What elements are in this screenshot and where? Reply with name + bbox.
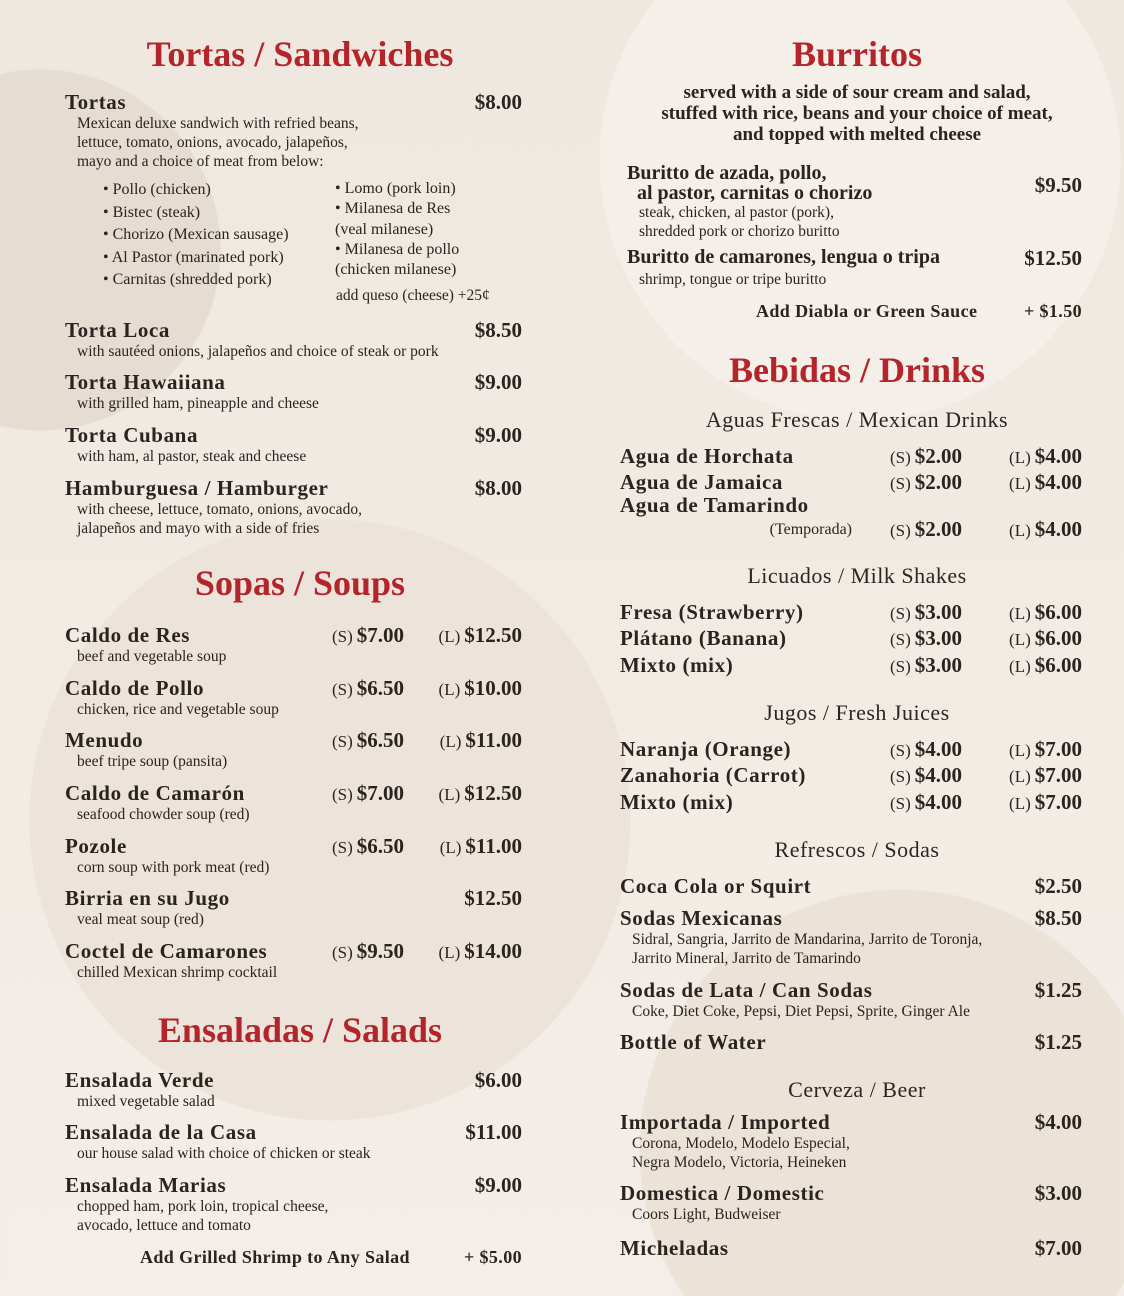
menu-item — [65, 728, 522, 770]
size-label-small: (S) — [331, 627, 353, 646]
price-value: $4.00 — [914, 790, 962, 814]
price-small — [332, 834, 404, 859]
price-small — [890, 790, 962, 815]
menu-item — [620, 600, 1082, 626]
item-description: mixed vegetable salad — [77, 1093, 215, 1110]
menu-item — [620, 1030, 1082, 1056]
addon-cheese: add queso (cheese) +25¢ — [336, 287, 490, 304]
price-value: $4.00 — [914, 763, 962, 787]
size-label-small: (S) — [889, 474, 911, 493]
size-label-small: (S) — [889, 741, 911, 760]
item-price: $8.00 — [474, 90, 522, 114]
menu-item — [65, 886, 522, 928]
price-value: $2.00 — [914, 517, 962, 541]
item-description: Coors Light, Budweiser — [632, 1206, 781, 1223]
menu-item — [620, 978, 1082, 1020]
menu-item — [65, 423, 522, 465]
menu-item — [620, 1110, 1082, 1171]
price-large — [440, 834, 522, 859]
price-value: $6.50 — [356, 728, 404, 752]
size-label-small: (S) — [889, 767, 911, 786]
item-name: Fresa (Strawberry) — [620, 600, 804, 624]
menu-item — [65, 834, 522, 876]
size-label-small: (S) — [331, 732, 353, 751]
price-large — [1009, 600, 1082, 625]
menu-item — [65, 1120, 522, 1162]
item-description: beef tripe soup (pansita) — [77, 753, 228, 770]
price-small — [332, 676, 404, 701]
item-note: (Temporada) — [769, 521, 852, 538]
price-value: $10.00 — [464, 676, 522, 700]
item-price: $8.00 — [474, 476, 522, 500]
price-value: $6.00 — [1034, 626, 1082, 650]
item-price: $9.00 — [474, 370, 522, 394]
price-large — [1009, 470, 1082, 495]
item-price: $9.50 — [1034, 173, 1082, 197]
price-small — [332, 728, 404, 753]
section-title-burritos: Burritos — [792, 34, 922, 74]
section-title-sopas: Sopas / Soups — [194, 563, 406, 603]
price-small — [890, 653, 962, 678]
item-name: Buritto de camarones, lengua o tripa — [627, 246, 940, 268]
item-description: chilled Mexican shrimp cocktail — [77, 964, 278, 981]
price-small — [332, 623, 404, 648]
item-description: our house salad with choice of chicken or steak — [77, 1145, 371, 1162]
price-large — [439, 939, 522, 964]
size-label-large: (L) — [1009, 767, 1031, 786]
size-label-large: (L) — [1009, 521, 1031, 540]
subsection-title: Refrescos / Sodas — [774, 837, 940, 862]
price-value: $7.00 — [1034, 763, 1082, 787]
price-large — [1009, 626, 1082, 651]
item-name: Agua de Tamarindo — [620, 493, 809, 517]
price-large — [440, 728, 522, 753]
size-label-large: (L) — [1009, 448, 1031, 467]
item-name: Torta Loca — [65, 318, 170, 342]
item-description: with cheese, lettuce, tomato, onions, avocado, jalapeños and mayo with a side of fries — [77, 501, 362, 537]
menu-item — [65, 318, 522, 360]
burritos-description: served with a side of sour cream and salad, stuffed with rice, beans and your choice of meat, and topped with melted cheese — [661, 82, 1053, 145]
item-description: chopped ham, pork loin, tropical cheese, avocado, lettuce and tomato — [77, 1198, 329, 1234]
price-value: $7.00 — [356, 623, 404, 647]
menu-item — [65, 781, 522, 823]
price-value: $6.50 — [356, 834, 404, 858]
item-description: chicken, rice and vegetable soup — [77, 701, 279, 718]
price-small — [890, 600, 962, 625]
menu-item — [65, 370, 522, 412]
size-label-small: (S) — [889, 794, 911, 813]
size-label-small: (S) — [889, 630, 911, 649]
size-label-large: (L) — [439, 732, 462, 751]
price-value: $3.00 — [914, 626, 962, 650]
menu-item — [627, 246, 1082, 288]
item-price: $12.50 — [1024, 246, 1082, 270]
size-label-small: (S) — [889, 657, 911, 676]
size-label-large: (L) — [1009, 630, 1031, 649]
menu-item — [620, 653, 1082, 679]
item-name: Torta Cubana — [65, 423, 199, 447]
item-price: $11.00 — [465, 1120, 522, 1144]
menu-item — [65, 676, 522, 718]
menu-item — [65, 939, 522, 981]
price-value: $4.00 — [1034, 444, 1082, 468]
price-large — [1009, 517, 1082, 542]
price-small — [890, 444, 962, 469]
menu-item — [65, 623, 522, 665]
subsection-title: Licuados / Milk Shakes — [747, 563, 967, 588]
price-small — [890, 626, 962, 651]
section-title-tortas: Tortas / Sandwiches — [146, 34, 454, 74]
subsection-title: Cerveza / Beer — [788, 1077, 926, 1102]
price-value: $4.00 — [914, 737, 962, 761]
price-value: $11.00 — [465, 728, 522, 752]
price-value: $6.00 — [1034, 653, 1082, 677]
item-name: Coctel de Camarones — [65, 939, 268, 963]
item-name: Zanahoria (Carrot) — [620, 763, 806, 787]
section-title-bebidas: Bebidas / Drinks — [728, 350, 986, 390]
item-name: Sodas Mexicanas — [620, 906, 783, 930]
price-value: $4.00 — [1034, 517, 1082, 541]
item-name: Tortas — [65, 90, 127, 114]
size-label-large: (L) — [1009, 474, 1031, 493]
item-name: Menudo — [65, 728, 144, 752]
item-name: Torta Hawaiiana — [65, 370, 226, 394]
price-value: $6.50 — [356, 676, 404, 700]
size-label-large: (L) — [438, 943, 461, 962]
subsection-title: Aguas Frescas / Mexican Drinks — [705, 407, 1009, 432]
price-large — [1009, 444, 1082, 469]
menu-item — [65, 1173, 522, 1234]
item-description: with ham, al pastor, steak and cheese — [77, 448, 307, 465]
item-name: Agua de Horchata — [620, 444, 794, 468]
menu-item — [620, 763, 1082, 789]
menu-item — [627, 162, 1082, 240]
item-description: steak, chicken, al pastor (pork), shredded pork or chorizo buritto — [639, 204, 840, 240]
item-name: Micheladas — [620, 1236, 729, 1260]
size-label-large: (L) — [438, 785, 461, 804]
item-description: Mexican deluxe sandwich with refried beans, lettuce, tomato, onions, avocado, jalapeños, mayo and a choice of meat from below: — [77, 115, 359, 170]
price-value: $3.00 — [914, 653, 962, 677]
size-label-small: (S) — [331, 838, 353, 857]
addon-label: Add Grilled Shrimp to Any Salad — [140, 1247, 410, 1267]
size-label-small: (S) — [889, 448, 911, 467]
item-description: with sautéed onions, jalapeños and choice of steak or pork — [77, 343, 439, 360]
menu-item — [65, 476, 522, 537]
price-large — [1009, 763, 1082, 788]
section-title-ensaladas: Ensaladas / Salads — [157, 1010, 443, 1050]
price-value: $7.00 — [1034, 790, 1082, 814]
item-description: corn soup with pork meat (red) — [77, 859, 270, 876]
item-name: Coca Cola or Squirt — [620, 874, 812, 898]
price-value: $7.00 — [1034, 737, 1082, 761]
price-value: $7.00 — [356, 781, 404, 805]
item-name: Caldo de Camarón — [65, 781, 245, 805]
menu-item — [620, 790, 1082, 816]
price-large — [439, 781, 522, 806]
item-price: $3.00 — [1034, 1181, 1082, 1205]
item-name: Ensalada Marias — [65, 1173, 227, 1197]
item-name: Mixto (mix) — [620, 653, 734, 677]
item-name: Bottle of Water — [620, 1030, 767, 1054]
item-description: beef and vegetable soup — [77, 648, 227, 665]
price-large — [439, 623, 522, 648]
addon-price: + $5.00 — [463, 1247, 522, 1267]
menu-item — [620, 874, 1082, 900]
price-value: $4.00 — [1034, 470, 1082, 494]
menu-item — [620, 1236, 1082, 1262]
item-price: $4.00 — [1034, 1110, 1082, 1134]
item-price: $9.00 — [474, 423, 522, 447]
addon-price: + $1.50 — [1023, 301, 1082, 321]
item-name: Hamburguesa / Hamburger — [65, 476, 329, 500]
price-value: $12.50 — [464, 781, 522, 805]
size-label-small: (S) — [889, 521, 911, 540]
item-name: Buritto de azada, pollo, al pastor, carnitas o chorizo — [627, 162, 873, 204]
item-description: shrimp, tongue or tripe buritto — [639, 271, 827, 288]
item-name: Sodas de Lata / Can Sodas — [620, 978, 873, 1002]
price-value: $9.50 — [356, 939, 404, 963]
price-small — [890, 517, 962, 542]
item-name: Pozole — [65, 834, 127, 858]
price-value: $2.00 — [914, 470, 962, 494]
item-name: Domestica / Domestic — [620, 1181, 825, 1205]
size-label-small: (S) — [889, 604, 911, 623]
menu-item — [65, 90, 522, 170]
meat-options-col1: • Pollo (chicken) • Bistec (steak) • Chorizo (Mexican sausage) • Al Pastor (marinated pork) • Carnitas (shredded pork) — [103, 181, 289, 288]
item-name: Caldo de Pollo — [65, 676, 205, 700]
item-description: Coke, Diet Coke, Pepsi, Diet Pepsi, Sprite, Ginger Ale — [632, 1003, 970, 1020]
item-name: Ensalada Verde — [65, 1068, 215, 1092]
item-description: Sidral, Sangria, Jarrito de Mandarina, Jarrito de Toronja, Jarrito Mineral, Jarrito de Tamarindo — [632, 931, 983, 967]
price-small — [890, 763, 962, 788]
menu-item — [65, 1068, 522, 1110]
size-label-large: (L) — [439, 838, 462, 857]
item-description: veal meat soup (red) — [77, 911, 204, 928]
meat-options-col2: • Lomo (pork loin) • Milanesa de Res (veal milanese) • Milanesa de pollo (chicken milanese) — [335, 180, 460, 279]
size-label-large: (L) — [1009, 794, 1031, 813]
item-price: $8.50 — [1034, 906, 1082, 930]
size-label-large: (L) — [438, 627, 461, 646]
item-name: Agua de Jamaica — [620, 470, 783, 494]
size-label-large: (L) — [1009, 604, 1031, 623]
item-price: $1.25 — [1034, 1030, 1082, 1054]
price-value: $12.50 — [464, 623, 522, 647]
price-large — [1009, 653, 1082, 678]
menu-item — [620, 906, 1082, 967]
item-name: Naranja (Orange) — [620, 737, 792, 761]
addon-label: Add Diabla or Green Sauce — [756, 301, 978, 321]
item-name: Importada / Imported — [620, 1110, 831, 1134]
price-small — [332, 781, 404, 806]
item-description: with grilled ham, pineapple and cheese — [77, 395, 319, 412]
subsection-title: Jugos / Fresh Juices — [764, 700, 950, 725]
item-price: $1.25 — [1034, 978, 1082, 1002]
item-price: $7.00 — [1034, 1236, 1082, 1260]
item-name: Ensalada de la Casa — [65, 1120, 257, 1144]
size-label-small: (S) — [331, 943, 353, 962]
price-large — [1009, 790, 1082, 815]
price-value: $6.00 — [1034, 600, 1082, 624]
price-value: $2.00 — [914, 444, 962, 468]
size-label-large: (L) — [1009, 741, 1031, 760]
item-name: Plátano (Banana) — [620, 626, 787, 650]
menu-item — [620, 444, 1082, 470]
item-price: $9.00 — [474, 1173, 522, 1197]
price-large — [439, 676, 522, 701]
item-price: $12.50 — [464, 886, 522, 910]
size-label-large: (L) — [438, 680, 461, 699]
item-price: $2.50 — [1034, 874, 1082, 898]
menu-item — [620, 626, 1082, 652]
price-value: $14.00 — [464, 939, 522, 963]
item-name: Birria en su Jugo — [65, 886, 230, 910]
price-small — [890, 470, 962, 495]
price-value: $3.00 — [914, 600, 962, 624]
item-name: Caldo de Res — [65, 623, 191, 647]
size-label-small: (S) — [331, 785, 353, 804]
price-large — [1009, 737, 1082, 762]
size-label-small: (S) — [331, 680, 353, 699]
menu-item — [620, 737, 1082, 763]
price-small — [890, 737, 962, 762]
price-value: $11.00 — [465, 834, 522, 858]
menu-item — [620, 1181, 1082, 1223]
item-name: Mixto (mix) — [620, 790, 734, 814]
item-price: $6.00 — [474, 1068, 522, 1092]
price-small — [332, 939, 404, 964]
item-description: Corona, Modelo, Modelo Especial, Negra Modelo, Victoria, Heineken — [632, 1135, 850, 1171]
menu-item — [620, 493, 1082, 543]
item-description: seafood chowder soup (red) — [77, 806, 250, 823]
item-price: $8.50 — [474, 318, 522, 342]
size-label-large: (L) — [1009, 657, 1031, 676]
